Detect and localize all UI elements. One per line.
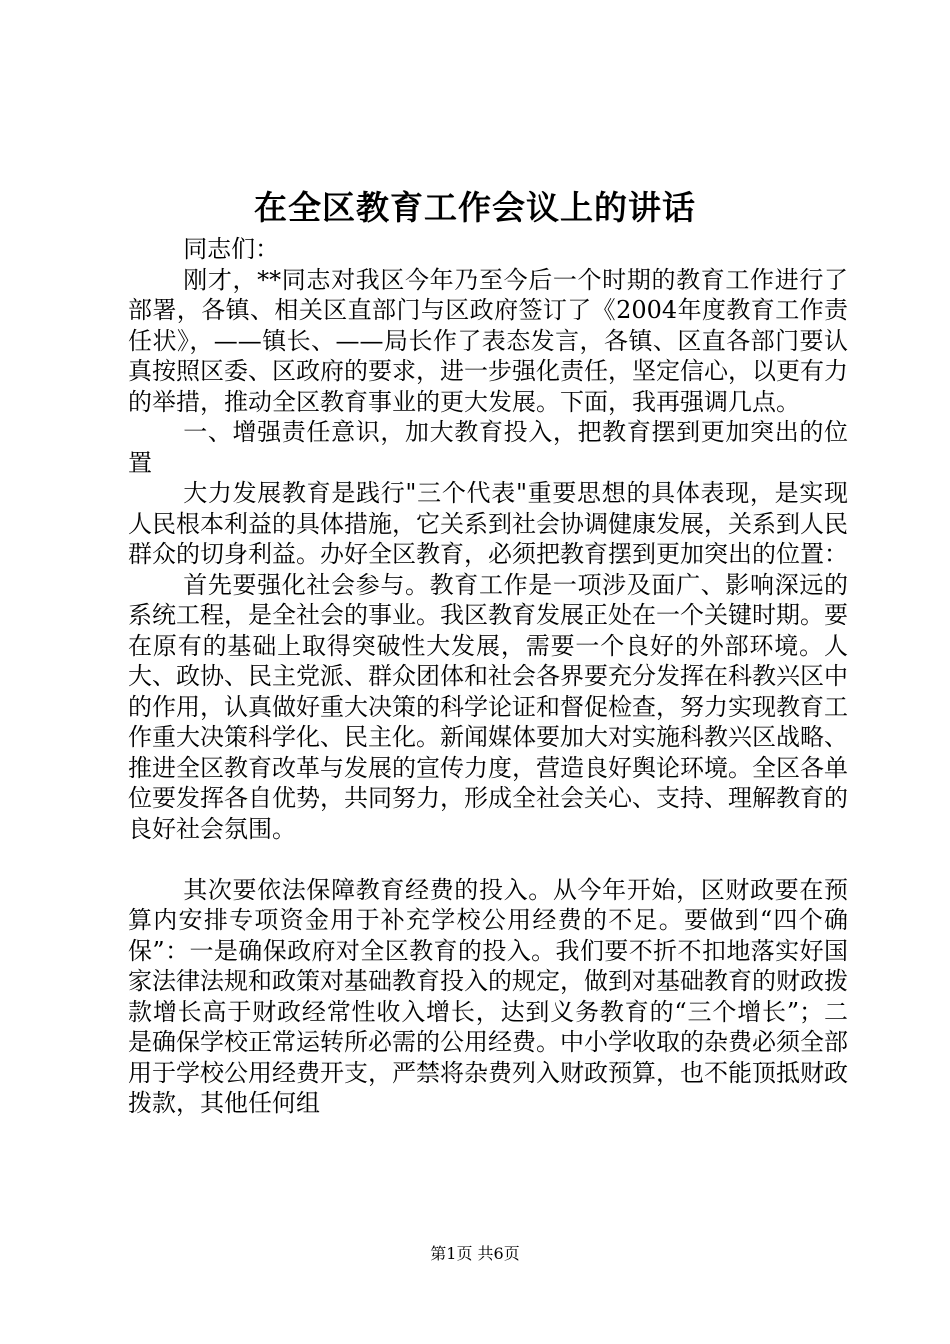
section-heading: 一、增强责任意识，加大教育投入，把教育摆到更加突出的位置: [128, 418, 848, 477]
document-title: 在全区教育工作会议上的讲话: [254, 188, 696, 227]
document-body: [128, 234, 848, 1119]
salutation-paragraph: 同志们：: [183, 235, 280, 263]
body-paragraph: 刚才，**同志对我区今年乃至今后一个时期的教育工作进行了部署，各镇、相关区直部门与区政府签订了《2004年度教育工作责任状》，——镇长、——局长作了表态发言，各镇、区直各部门要认真按照区委、区政府的要求，进一步强化责任，坚定信心，以更有力的举措，推动全区教育事业的更大发展。下面，我再强调几点。: [128, 265, 848, 416]
body-paragraph: 首先要强化社会参与。教育工作是一项涉及面广、影响深远的系统工程，是全社会的事业。我区教育发展正处在一个关键时期。要在原有的基础上取得突破性大发展，需要一个良好的外部环境。人大、政协、民主党派、群众团体和社会各界要充分发挥在科教兴区中的作用，认真做好重大决策的科学论证和督促检查，努力实现教育工作重大决策科学化、民主化。新闻媒体要加大对实施科教兴区战略、推进全区教育改革与发展的宣传力度，营造良好舆论环境。全区各单位要发挥各自优势，共同努力，形成全社会关心、支持、理解教育的良好社会氛围。: [128, 570, 848, 843]
body-paragraph: 大力发展教育是践行"三个代表"重要思想的具体表现，是实现人民根本利益的具体措施，它关系到社会协调健康发展，关系到人民群众的切身利益。办好全区教育，必须把教育摆到更加突出的位置：: [128, 479, 848, 568]
body-paragraph: 其次要依法保障教育经费的投入。从今年开始，区财政要在预算内安排专项资金用于补充学校公用经费的不足。要做到“四个确保”：一是确保政府对全区教育的投入。我们要不折不扣地落实好国家法律法规和政策对基础教育投入的规定，做到对基础教育的财政拨款增长高于财政经常性收入增长，达到义务教育的“三个增长”；二是确保学校正常运转所必需的公用经费。中小学收取的杂费必须全部用于学校公用经费开支，严禁将杂费列入财政预算，也不能顶抵财政拨款，其他任何组: [128, 875, 848, 1117]
page-footer: 第1页 共6页: [430, 1244, 520, 1263]
